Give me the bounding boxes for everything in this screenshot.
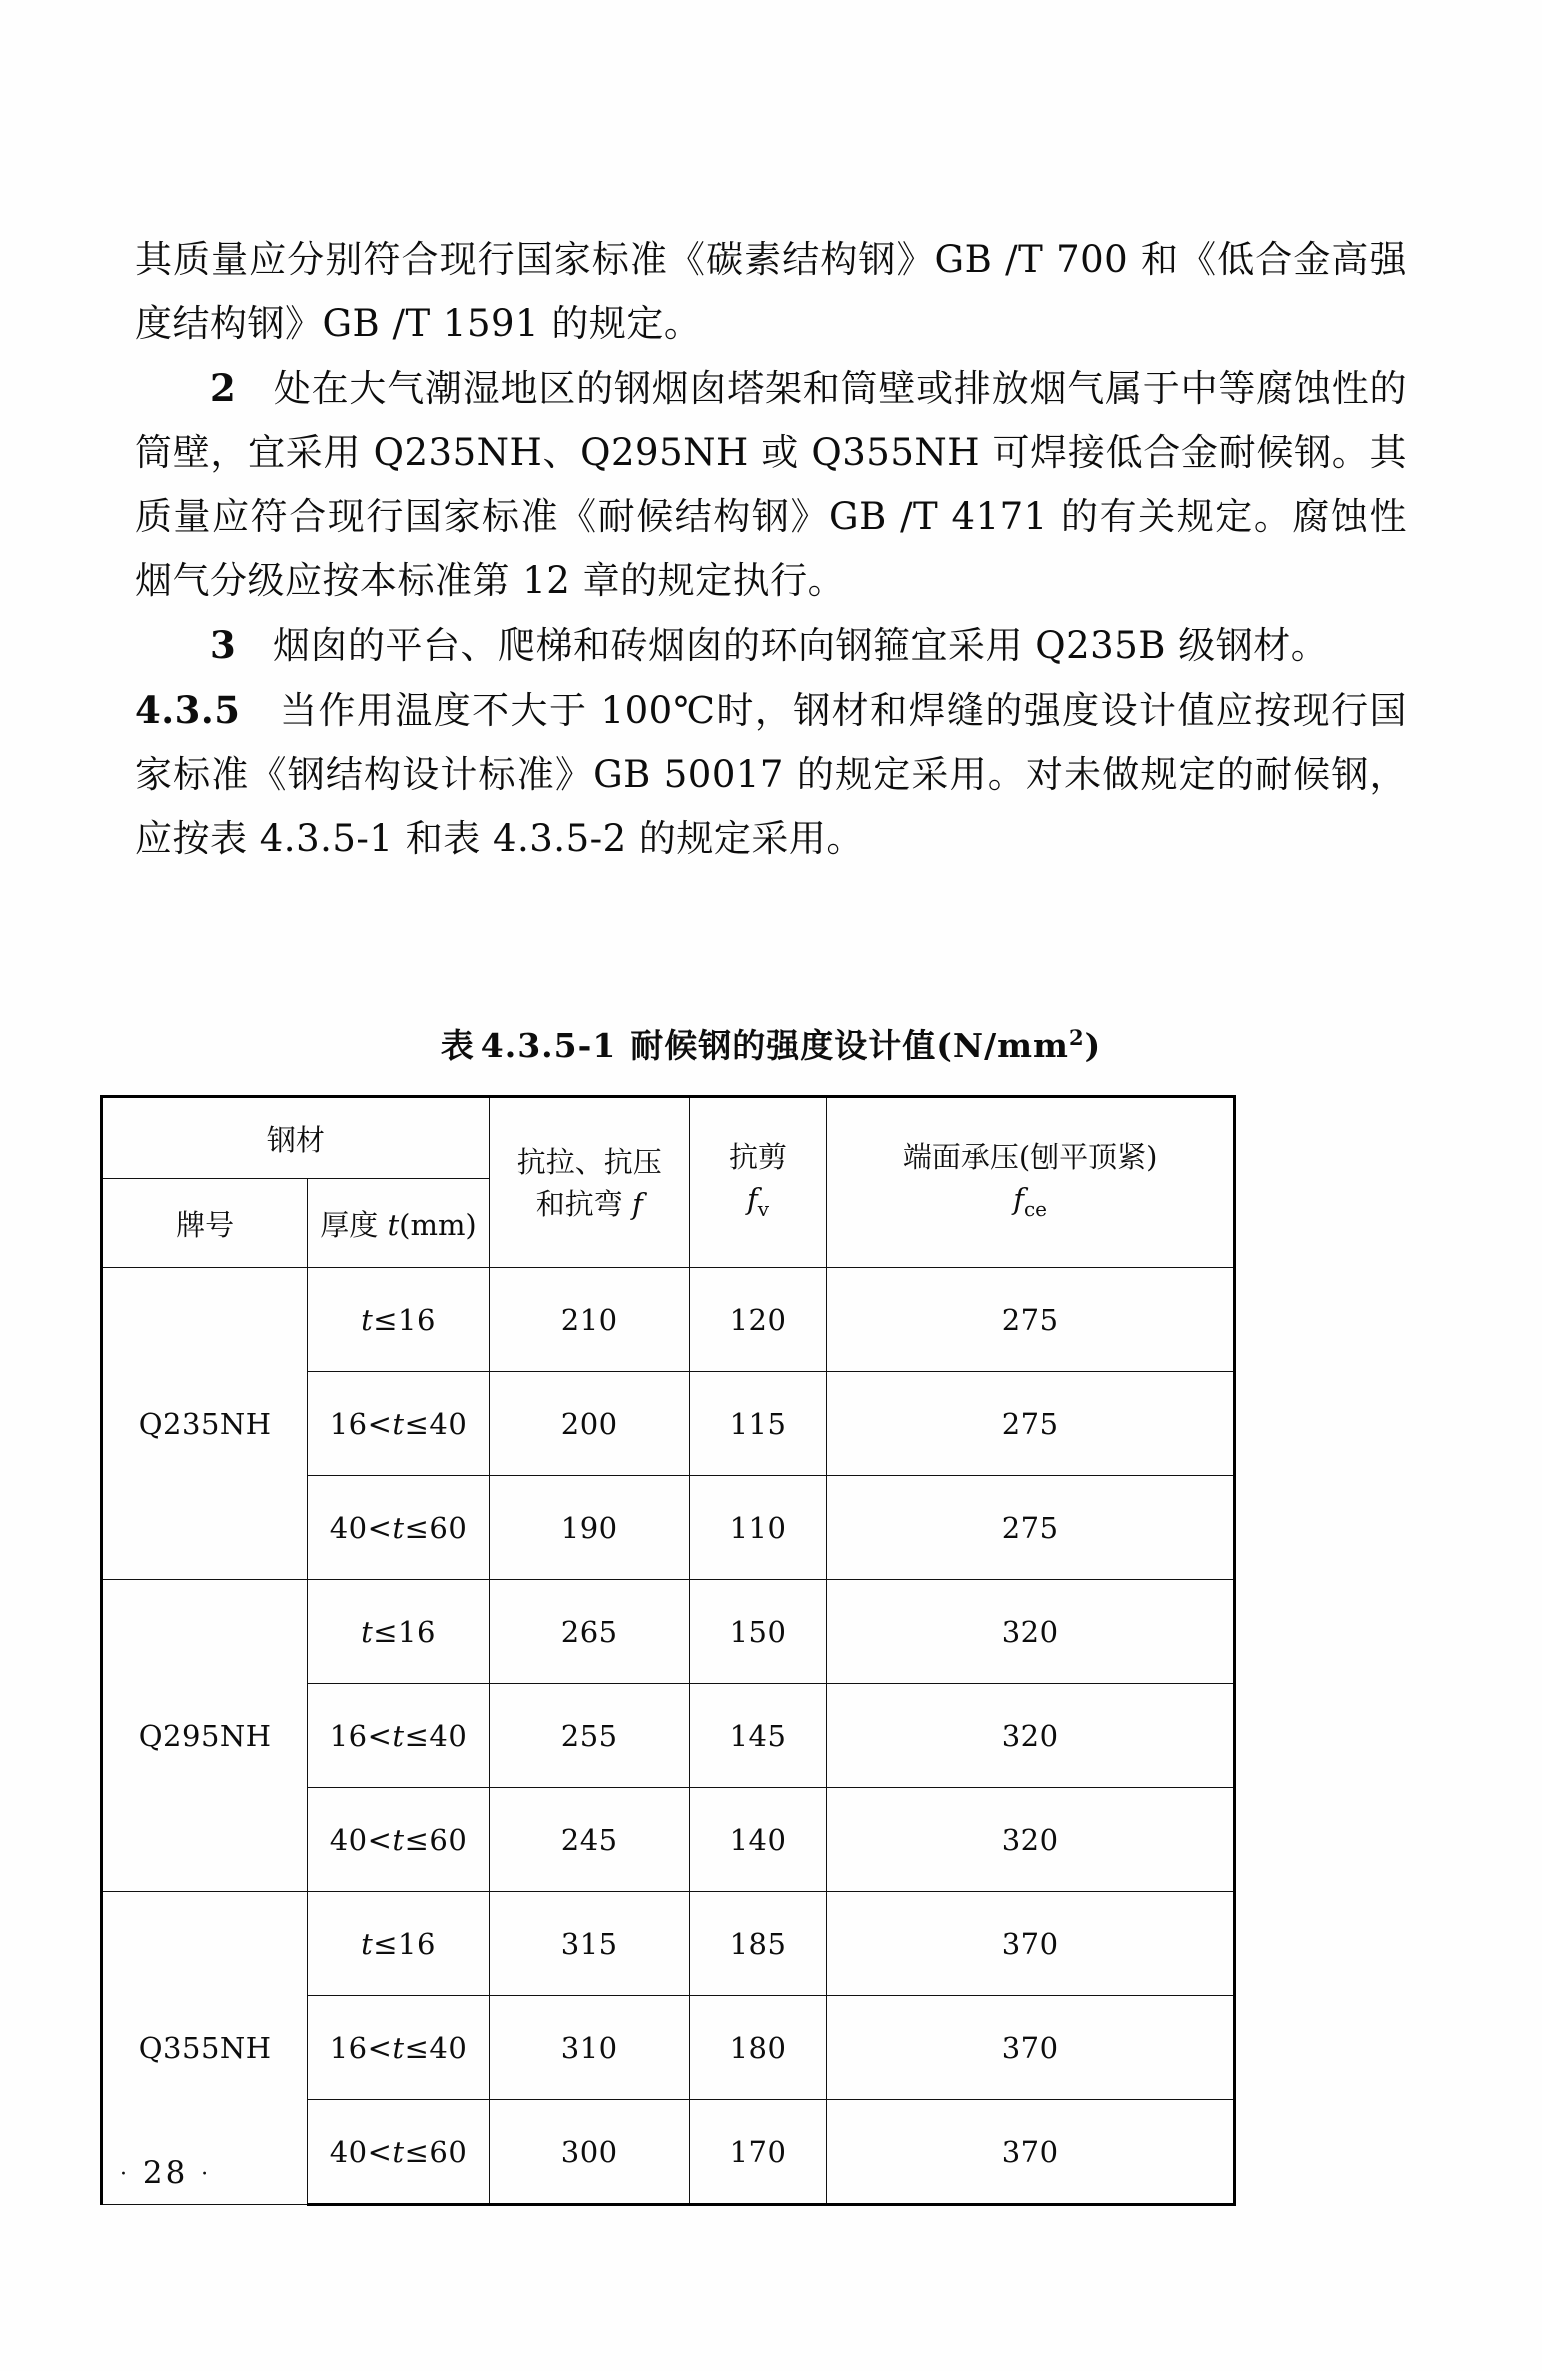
cell-thickness: 16<t≤40 [308, 1372, 489, 1476]
cell-bearing: 320 [827, 1788, 1235, 1892]
cell-thickness: t≤16 [308, 1580, 489, 1684]
header-thickness [308, 1179, 489, 1268]
paragraph-intro: 其质量应分别符合现行国家标准《碳素结构钢》GB /T 700 和《低合金高强度结构钢》GB /T 1591 的规定。 [135, 238, 1407, 345]
cell-bearing: 370 [827, 1892, 1235, 1996]
cell-bearing: 370 [827, 2100, 1235, 2205]
cell-grade-q295nh: Q295NH [102, 1580, 308, 1892]
cell-tension: 265 [489, 1580, 689, 1684]
caption-unit-close: ) [1084, 1026, 1102, 1065]
cell-bearing: 320 [827, 1684, 1235, 1788]
cell-tension: 200 [489, 1372, 689, 1476]
cell-thickness: t≤16 [308, 1268, 489, 1372]
caption-unit-exponent: 2 [1068, 1025, 1085, 1050]
cell-thickness: 40<t≤60 [308, 1476, 489, 1580]
caption-title: 耐候钢的强度设计值 [630, 1026, 937, 1065]
cell-tension: 310 [489, 1996, 689, 2100]
header-steel-group: 钢材 [102, 1097, 490, 1179]
caption-unit-open: (N/mm [936, 1026, 1069, 1065]
header-shear [689, 1097, 827, 1268]
clause-number: 4.3.5 [135, 688, 241, 732]
cell-bearing: 275 [827, 1268, 1235, 1372]
symbol-f: f [631, 1186, 643, 1221]
table-row [102, 1892, 1235, 1996]
caption-number: 4.3.5-1 [480, 1026, 617, 1065]
cell-tension: 190 [489, 1476, 689, 1580]
cell-tension: 255 [489, 1684, 689, 1788]
cell-tension: 245 [489, 1788, 689, 1892]
paragraph-item-2 [135, 356, 1407, 613]
page-footer [120, 2155, 211, 2191]
header-tension-line1: 抗拉、抗压 [516, 1144, 662, 1179]
cell-shear: 180 [689, 1996, 827, 2100]
paragraph-item-2-text: 处在大气潮湿地区的钢烟囱塔架和筒壁或排放烟气属于中等腐蚀性的筒壁，宜采用 Q235NH、Q295NH 或 Q355NH 可焊接低合金耐候钢。其质量应符合现行国家标准《耐候结构钢》GB /T 4171 的有关规定。腐蚀性烟气分级应按本标准第 12 章的规定执行。 [135, 367, 1407, 602]
cell-shear: 140 [689, 1788, 827, 1892]
table-row [102, 1268, 1235, 1372]
cell-shear: 185 [689, 1892, 827, 1996]
header-grade: 牌号 [102, 1179, 308, 1268]
cell-shear: 170 [689, 2100, 827, 2205]
cell-thickness: t≤16 [308, 1892, 489, 1996]
strength-design-table-wrapper [100, 1095, 1236, 2206]
caption-prefix: 表 [440, 1026, 475, 1065]
header-tension-compression-bending [489, 1097, 689, 1268]
header-shear-line1: 抗剪 [729, 1139, 788, 1174]
cell-tension: 315 [489, 1892, 689, 1996]
header-bearing-symbol: $f_{ce}$ [1013, 1181, 1048, 1221]
cell-thickness: 16<t≤40 [308, 1684, 489, 1788]
list-number-2: 2 [210, 366, 237, 410]
cell-shear: 115 [689, 1372, 827, 1476]
strength-design-table [100, 1095, 1236, 2206]
header-thickness-label: 厚度 [320, 1207, 379, 1242]
cell-thickness: 40<t≤60 [308, 1788, 489, 1892]
cell-bearing: 275 [827, 1372, 1235, 1476]
table-row [102, 1580, 1235, 1684]
body-text-block [135, 228, 1407, 871]
cell-shear: 150 [689, 1580, 827, 1684]
cell-tension: 300 [489, 2100, 689, 2205]
table-caption [135, 1020, 1407, 1067]
header-end-bearing [827, 1097, 1235, 1268]
header-tension-line2: 和抗弯 f [535, 1186, 643, 1221]
cell-bearing: 275 [827, 1476, 1235, 1580]
header-thickness-unit: (mm) [399, 1207, 477, 1242]
symbol-t: t [387, 1207, 400, 1242]
cell-bearing: 370 [827, 1996, 1235, 2100]
cell-shear: 110 [689, 1476, 827, 1580]
cell-grade-q235nh: Q235NH [102, 1268, 308, 1580]
paragraph-item-3-text: 烟囱的平台、爬梯和砖烟囱的环向钢箍宜采用 Q235B 级钢材。 [273, 624, 1329, 667]
cell-thickness: 16<t≤40 [308, 1996, 489, 2100]
clause-text: 当作用温度不大于 100℃时，钢材和焊缝的强度设计值应按现行国家标准《钢结构设计标准》GB 50017 的规定采用。对未做规定的耐候钢，应按表 4.3.5-1 和表 4.3.5-2 的规定采用。 [135, 689, 1407, 860]
cell-thickness: 40<t≤60 [308, 2100, 489, 2205]
cell-shear: 120 [689, 1268, 827, 1372]
footer-dot-left: · [120, 2162, 130, 2187]
paragraph-item-3 [135, 613, 1407, 678]
header-shear-symbol: $f_v$ [747, 1181, 770, 1221]
footer-dot-right: · [201, 2162, 212, 2187]
page-number: 28 [142, 2155, 189, 2191]
cell-shear: 145 [689, 1684, 827, 1788]
paragraph-clause-4-3-5 [135, 678, 1407, 871]
cell-tension: 210 [489, 1268, 689, 1372]
list-number-3: 3 [210, 623, 237, 667]
header-bearing-line1: 端面承压(刨平顶紧) [902, 1139, 1158, 1174]
cell-bearing: 320 [827, 1580, 1235, 1684]
cell-grade-q355nh: Q355NH [102, 1892, 308, 2205]
table-header-row-1 [102, 1097, 1235, 1179]
